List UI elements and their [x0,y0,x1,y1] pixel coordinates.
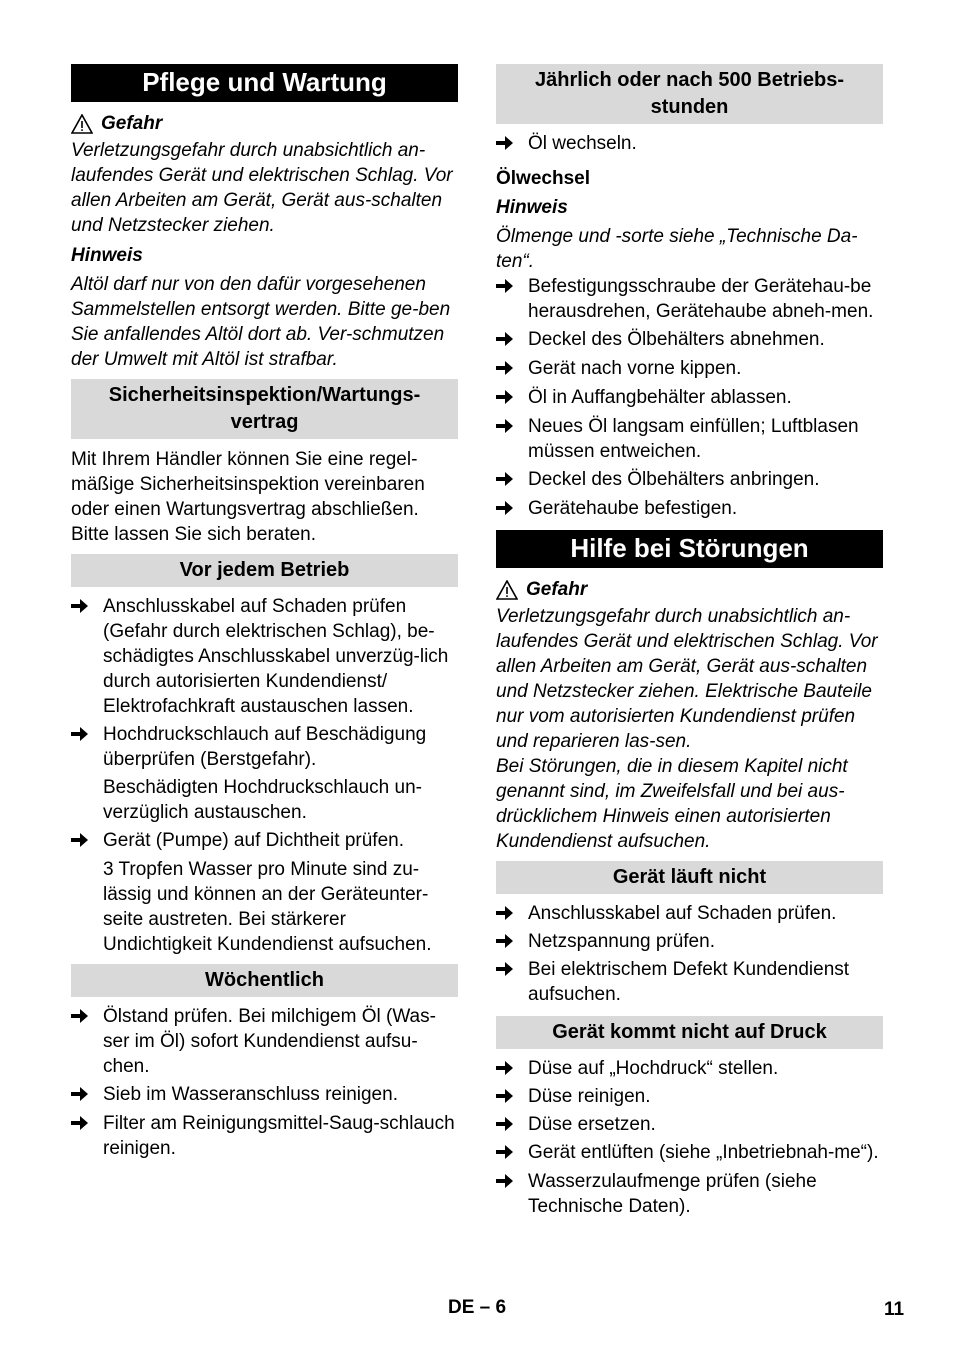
arrow-right-icon [71,727,88,741]
danger-text-extra: Bei Störungen, die in diesem Kapitel nicht genannt sind, im Zweifelsfall und bei aus-drücklichem Hinweis einen autorisierten Kundendienst aufsuchen. [496,756,848,852]
list-item: Gerät (Pumpe) auf Dichtheit prüfen. [71,828,458,854]
list-item: Deckel des Ölbehälters abnehmen. [496,327,883,353]
note-label: Hinweis [496,197,568,218]
list-item: Öl in Auffangbehälter ablassen. [496,385,883,411]
arrow-right-icon [71,833,88,847]
arrow-right-icon [71,1009,88,1023]
list-item-continuation: 3 Tropfen Wasser pro Minute sind zu-lässig und können an der Geräteunter-seite austreten. Bei stärkerer Undichtigkeit Kundendienst aufsuchen. [103,859,432,955]
page-number: 11 [884,1299,905,1320]
list-item: Filter am Reinigungsmittel-Saug-schlauch reinigen. [71,1111,458,1161]
arrow-right-icon [496,906,513,920]
arrow-right-icon [496,934,513,948]
list-item: Befestigungsschraube der Gerätehau-be herausdrehen, Gerätehaube abneh-men. [496,274,883,324]
arrow-right-icon [496,1145,513,1159]
list-item-continuation: Beschädigten Hochdruckschlauch un-verzüglich austauschen. [103,777,422,823]
danger-heading [496,577,883,602]
danger-label: Gefahr [526,579,588,600]
subsection-weekly: Wöchentlich [71,964,458,997]
arrow-right-icon [496,332,513,346]
arrow-right-icon [496,1117,513,1131]
danger-text: Verletzungsgefahr durch unabsichtlich an-laufendes Gerät und elektrischen Schlag. Vor allen Arbeiten am Gerät, Gerät aus-schalten und Netzstecker ziehen. Elektrische Bauteile nur vom autorisierten Kundendienst prüfen und reparieren las-sen. [496,606,878,752]
list-item: Düse reinigen. [496,1084,883,1110]
list-item: Bei elektrischem Defekt Kundendienst aufsuchen. [496,957,883,1007]
arrow-right-icon [496,419,513,433]
subsection-before-operation: Vor jedem Betrieb [71,554,458,587]
list-item: Anschlusskabel auf Schaden prüfen. [496,901,883,927]
arrow-right-icon [71,1087,88,1101]
arrow-right-icon [496,962,513,976]
oil-change-label: Ölwechsel [496,168,590,189]
list-item: Düse ersetzen. [496,1112,883,1138]
list-item: Netzspannung prüfen. [496,929,883,955]
subsection-safety-inspection: Sicherheitsinspektion/Wartungs-vertrag [71,379,458,439]
list-item: Hochdruckschlauch auf Beschädigung überprüfen (Berstgefahr). [71,722,458,772]
arrow-right-icon [496,472,513,486]
list-item: Gerät entlüften (siehe „Inbetriebnah-me“). [496,1140,883,1166]
warning-triangle-icon [496,580,518,600]
list-item: Neues Öl langsam einfüllen; Luftblasen müssen entweichen. [496,414,883,464]
arrow-right-icon [496,136,513,150]
list-item: Gerätehaube befestigen. [496,496,883,522]
list-item: Wasserzulaufmenge prüfen (siehe Technische Daten). [496,1169,883,1219]
note-label: Hinweis [71,245,143,266]
arrow-right-icon [496,279,513,293]
section-title-troubleshooting: Hilfe bei Störungen [496,530,883,568]
subsection-yearly: Jährlich oder nach 500 Betriebs-stunden [496,64,883,124]
section-title-care: Pflege und Wartung [71,64,458,102]
page-language-code: DE – 6 [448,1297,507,1318]
danger-text: Verletzungsgefahr durch unabsichtlich an-laufendes Gerät und elektrischen Schlag. Vor allen Arbeiten am Gerät, Gerät aus-schalten und Netzstecker ziehen. [71,140,453,236]
right-column [496,64,883,1219]
subsection-device-not-running: Gerät läuft nicht [496,861,883,894]
list-item: Düse auf „Hochdruck“ stellen. [496,1056,883,1082]
arrow-right-icon [71,1116,88,1130]
list-item: Ölstand prüfen. Bei milchigem Öl (Was-ser im Öl) sofort Kundendienst aufsu-chen. [71,1004,458,1079]
arrow-right-icon [71,599,88,613]
list-item: Gerät nach vorne kippen. [496,356,883,382]
arrow-right-icon [496,501,513,515]
arrow-right-icon [496,1089,513,1103]
danger-label: Gefahr [101,113,163,134]
subsection-no-pressure: Gerät kommt nicht auf Druck [496,1016,883,1049]
note-text: Ölmenge und -sorte siehe „Technische Da-ten“. [496,226,858,272]
list-item: Öl wechseln. [496,131,883,157]
arrow-right-icon [496,1174,513,1188]
danger-heading [71,111,458,136]
note-text: Altöl darf nur von den dafür vorgesehenen Sammelstellen entsorgt werden. Bitte ge-ben Sie anfallendes Altöl dort ab. Ver-schmutzen der Umwelt mit Altöl ist strafbar. [71,274,451,370]
arrow-right-icon [496,1061,513,1075]
warning-triangle-icon [71,114,93,134]
arrow-right-icon [496,390,513,404]
arrow-right-icon [496,361,513,375]
list-item: Sieb im Wasseranschluss reinigen. [71,1082,458,1108]
list-item: Anschlusskabel auf Schaden prüfen (Gefahr durch elektrischen Schlag), be-schädigtes Anschlusskabel unverzüg-lich durch autorisierten Kundendienst/ Elektrofachkraft austauschen lassen. [71,594,458,719]
safety-inspection-text: Mit Ihrem Händler können Sie eine regel-mäßige Sicherheitsinspektion vereinbaren oder einen Wartungsvertrag abschließen. Bitte lassen Sie sich beraten. [71,449,425,545]
left-column [71,64,458,1161]
list-item: Deckel des Ölbehälters anbringen. [496,467,883,493]
